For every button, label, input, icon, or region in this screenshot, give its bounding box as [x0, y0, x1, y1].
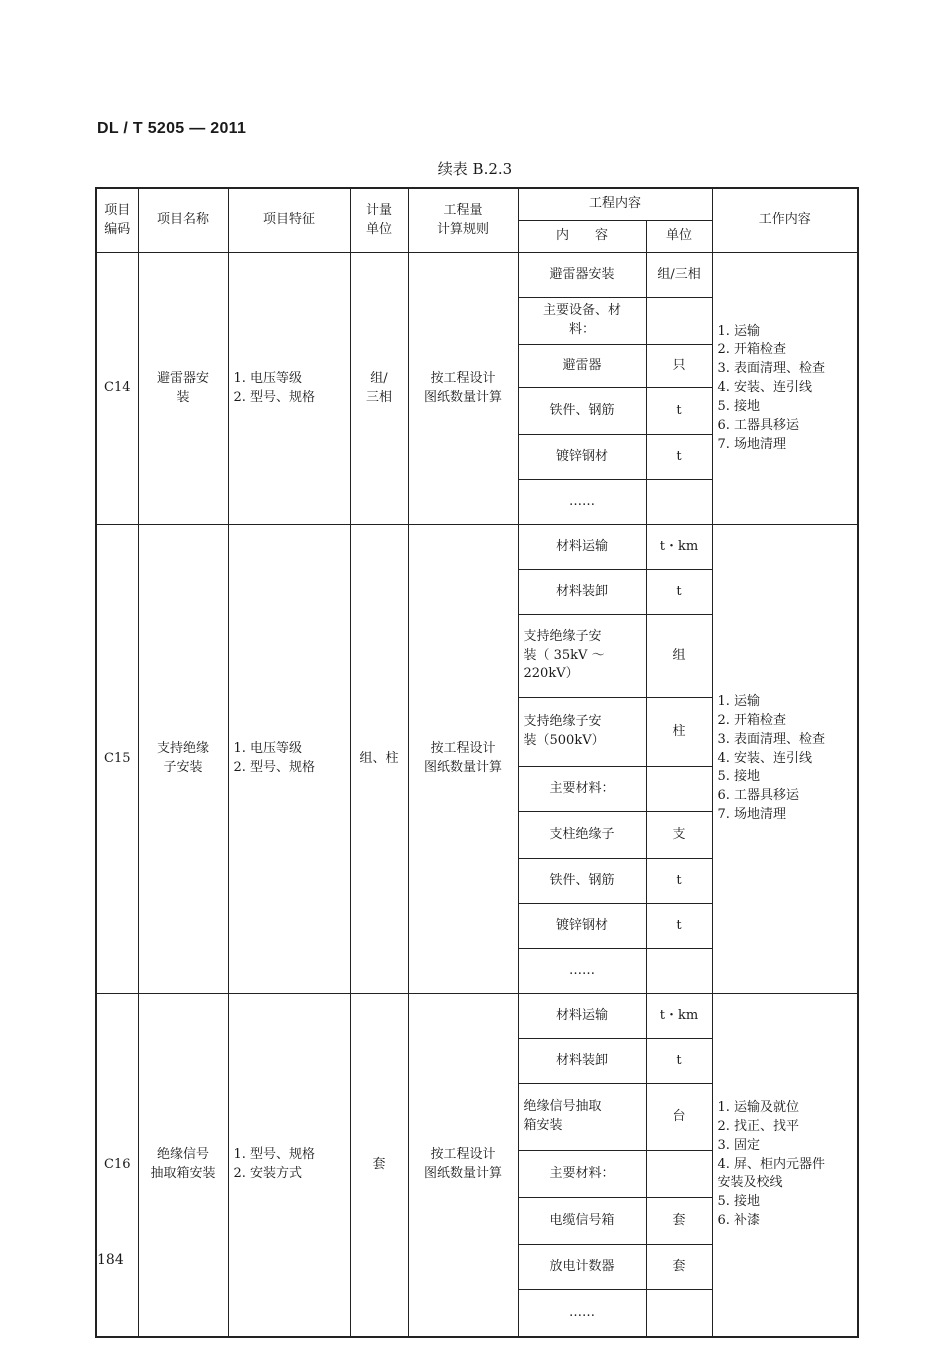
content-unit	[646, 480, 712, 525]
table-title: 续表 B.2.3	[437, 160, 513, 178]
content-item: 放电计数器	[518, 1245, 646, 1290]
content-item: 材料运输	[518, 994, 646, 1039]
content-item: ……	[518, 1290, 646, 1338]
content-item: 镀锌钢材	[518, 435, 646, 480]
content-unit: t・km	[646, 994, 712, 1039]
content-unit: t・km	[646, 525, 712, 570]
content-item: 主要材料：	[518, 1151, 646, 1198]
content-unit: 组/三相	[646, 253, 712, 298]
content-unit: t	[646, 1039, 712, 1084]
content-unit: 套	[646, 1245, 712, 1290]
table-row	[96, 525, 858, 570]
content-unit	[646, 298, 712, 345]
item-code: C14	[96, 253, 138, 525]
table-row	[96, 253, 858, 298]
col-header-code: 项目 编码	[96, 188, 138, 253]
content-unit: 只	[646, 345, 712, 388]
col-header-feature: 项目特征	[228, 188, 350, 253]
content-item: 支持绝缘子安 装（ 35kV ～ 220kV）	[518, 615, 646, 698]
content-item: 主要材料：	[518, 767, 646, 812]
spec-table	[95, 187, 859, 1338]
content-item: 绝缘信号抽取 箱安装	[518, 1084, 646, 1151]
content-unit: t	[646, 388, 712, 435]
item-feature: 1. 电压等级 2. 型号、规格	[228, 253, 350, 525]
content-item: 材料装卸	[518, 570, 646, 615]
content-item: 避雷器	[518, 345, 646, 388]
col-header-work: 工作内容	[712, 188, 858, 253]
col-header-content-group: 工程内容	[518, 188, 712, 221]
content-unit: 组	[646, 615, 712, 698]
work-content: 1. 运输及就位 2. 找正、找平 3. 固定 4. 屏、柜内元器件 安装及校线 5. 接地 6. 补漆	[712, 994, 858, 1338]
header-row	[96, 188, 858, 221]
item-name: 避雷器安 装	[138, 253, 228, 525]
content-unit	[646, 1290, 712, 1338]
item-unit: 套	[350, 994, 408, 1338]
content-item: 电缆信号箱	[518, 1198, 646, 1245]
content-unit: t	[646, 904, 712, 949]
item-rule: 按工程设计 图纸数量计算	[408, 253, 518, 525]
item-code: C16	[96, 994, 138, 1338]
item-rule: 按工程设计 图纸数量计算	[408, 994, 518, 1338]
item-unit: 组、柱	[350, 525, 408, 994]
content-unit	[646, 949, 712, 994]
content-item: ……	[518, 480, 646, 525]
col-header-rule: 工程量 计算规则	[408, 188, 518, 253]
content-item: 支持绝缘子安 装（500kV）	[518, 698, 646, 767]
content-unit	[646, 1151, 712, 1198]
content-unit: 台	[646, 1084, 712, 1151]
item-name: 支持绝缘 子安装	[138, 525, 228, 994]
content-item: 镀锌钢材	[518, 904, 646, 949]
item-rule: 按工程设计 图纸数量计算	[408, 525, 518, 994]
content-unit: 套	[646, 1198, 712, 1245]
col-header-content-unit: 单位	[646, 221, 712, 253]
content-item: 铁件、钢筋	[518, 859, 646, 904]
content-item: 材料运输	[518, 525, 646, 570]
content-unit: t	[646, 435, 712, 480]
document-code: DL / T 5205 — 2011	[97, 120, 247, 137]
table-row	[96, 994, 858, 1039]
content-unit: 柱	[646, 698, 712, 767]
content-unit: t	[646, 859, 712, 904]
table-body	[96, 253, 858, 1338]
col-header-unit: 计量 单位	[350, 188, 408, 253]
col-header-content: 内 容	[518, 221, 646, 253]
item-unit: 组/ 三相	[350, 253, 408, 525]
content-unit: t	[646, 570, 712, 615]
content-item: 主要设备、材 料：	[518, 298, 646, 345]
page-number: 184	[97, 1252, 124, 1268]
content-item: 避雷器安装	[518, 253, 646, 298]
item-feature: 1. 电压等级 2. 型号、规格	[228, 525, 350, 994]
content-item: 铁件、钢筋	[518, 388, 646, 435]
work-content: 1. 运输 2. 开箱检查 3. 表面清理、检查 4. 安装、连引线 5. 接地 6. 工器具移运 7. 场地清理	[712, 253, 858, 525]
item-name: 绝缘信号 抽取箱安装	[138, 994, 228, 1338]
work-content: 1. 运输 2. 开箱检查 3. 表面清理、检查 4. 安装、连引线 5. 接地 6. 工器具移运 7. 场地清理	[712, 525, 858, 994]
item-feature: 1. 型号、规格 2. 安装方式	[228, 994, 350, 1338]
content-item: ……	[518, 949, 646, 994]
content-unit	[646, 767, 712, 812]
content-item: 支柱绝缘子	[518, 812, 646, 859]
item-code: C15	[96, 525, 138, 994]
content-item: 材料装卸	[518, 1039, 646, 1084]
col-header-name: 项目名称	[138, 188, 228, 253]
content-unit: 支	[646, 812, 712, 859]
